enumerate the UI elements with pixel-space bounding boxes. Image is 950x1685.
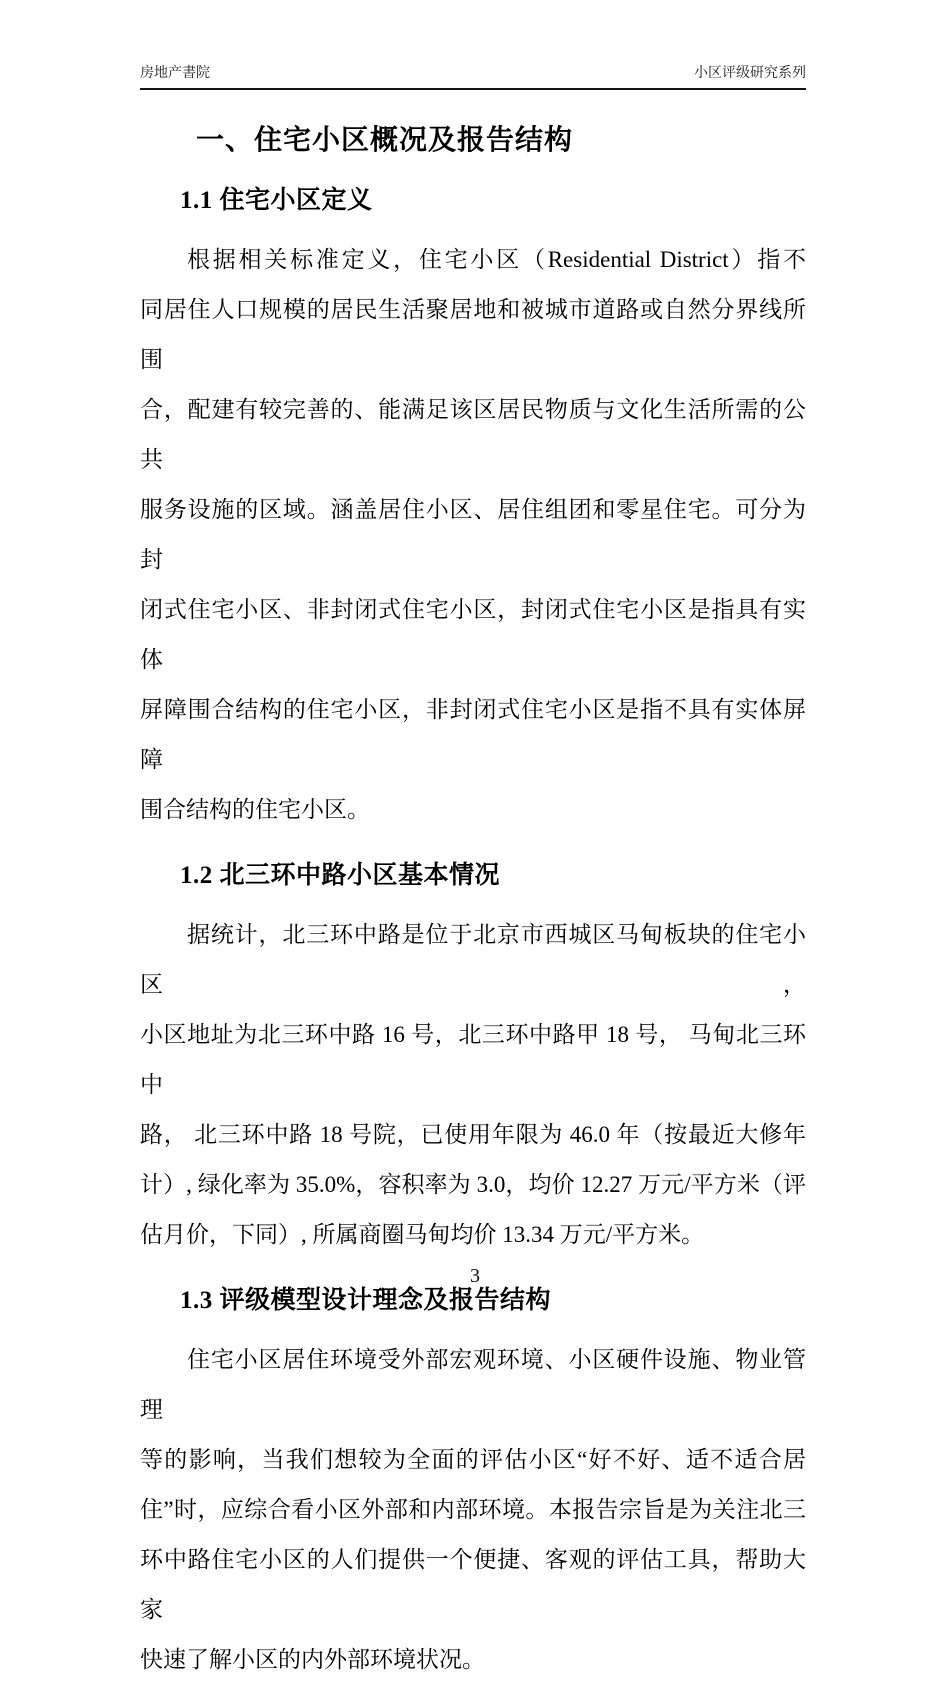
paragraph-line: 等的影响，当我们想较为全面的评估小区“好不好、适不适合居 xyxy=(140,1447,806,1472)
paragraph-model-concept xyxy=(140,1335,806,1685)
section-heading-1-1: 1.1 住宅小区定义 xyxy=(180,187,373,214)
paragraph-line: 闭式住宅小区、非封闭式住宅小区，封闭式住宅小区是指具有实体 xyxy=(140,597,806,672)
section-heading-1-2: 1.2 北三环中路小区基本情况 xyxy=(180,862,501,889)
paragraph-line: 环中路住宅小区的人们提供一个便捷、客观的评估工具，帮助大家 xyxy=(140,1547,806,1622)
page-content xyxy=(140,0,806,1685)
paragraph-line: 估月价，下同）, 所属商圈马甸均价 13.34 万元/平方米。 xyxy=(140,1222,705,1247)
header-left-text: 房地产書院 xyxy=(140,64,210,80)
paragraph-line: 屏障围合结构的住宅小区，非封闭式住宅小区是指不具有实体屏障 xyxy=(140,697,806,772)
paragraph-line: 计）, 绿化率为 35.0%，容积率为 3.0，均价 12.27 万元/平方米（评 xyxy=(140,1172,806,1197)
page-number: 3 xyxy=(470,1265,480,1287)
page-footer xyxy=(0,1264,950,1288)
page-header xyxy=(140,0,806,90)
paragraph-line: 同居住人口规模的居民生活聚居地和被城市道路或自然分界线所围 xyxy=(140,297,806,372)
paragraph-line: 据统计，北三环中路是位于北京市西城区马甸板块的住宅小区， xyxy=(140,922,806,997)
chapter-title: 一、住宅小区概况及报告结构 xyxy=(196,125,574,156)
paragraph-line: 快速了解小区的内外部环境状况。 xyxy=(140,1647,485,1672)
section-heading-1-3: 1.3 评级模型设计理念及报告结构 xyxy=(180,1287,552,1314)
paragraph-line: 根据相关标准定义，住宅小区（Residential District）指不 xyxy=(187,247,806,272)
paragraph-definition xyxy=(140,235,806,835)
header-right-text: 小区评级研究系列 xyxy=(694,64,806,80)
paragraph-line: 小区地址为北三环中路 16 号，北三环中路甲 18 号， 马甸北三环中 xyxy=(140,1022,806,1097)
paragraph-line: 服务设施的区域。涵盖居住小区、居住组团和零星住宅。可分为封 xyxy=(140,497,806,572)
paragraph-line: 住”时，应综合看小区外部和内部环境。本报告宗旨是为关注北三 xyxy=(140,1497,806,1522)
paragraph-line: 围合结构的住宅小区。 xyxy=(140,797,370,822)
paragraph-line: 路， 北三环中路 18 号院，已使用年限为 46.0 年（按最近大修年 xyxy=(140,1122,806,1147)
paragraph-line: 住宅小区居住环境受外部宏观环境、小区硬件设施、物业管理 xyxy=(140,1347,806,1422)
paragraph-basic-info xyxy=(140,910,806,1260)
paragraph-line: 合，配建有较完善的、能满足该区居民物质与文化生活所需的公共 xyxy=(140,397,806,472)
